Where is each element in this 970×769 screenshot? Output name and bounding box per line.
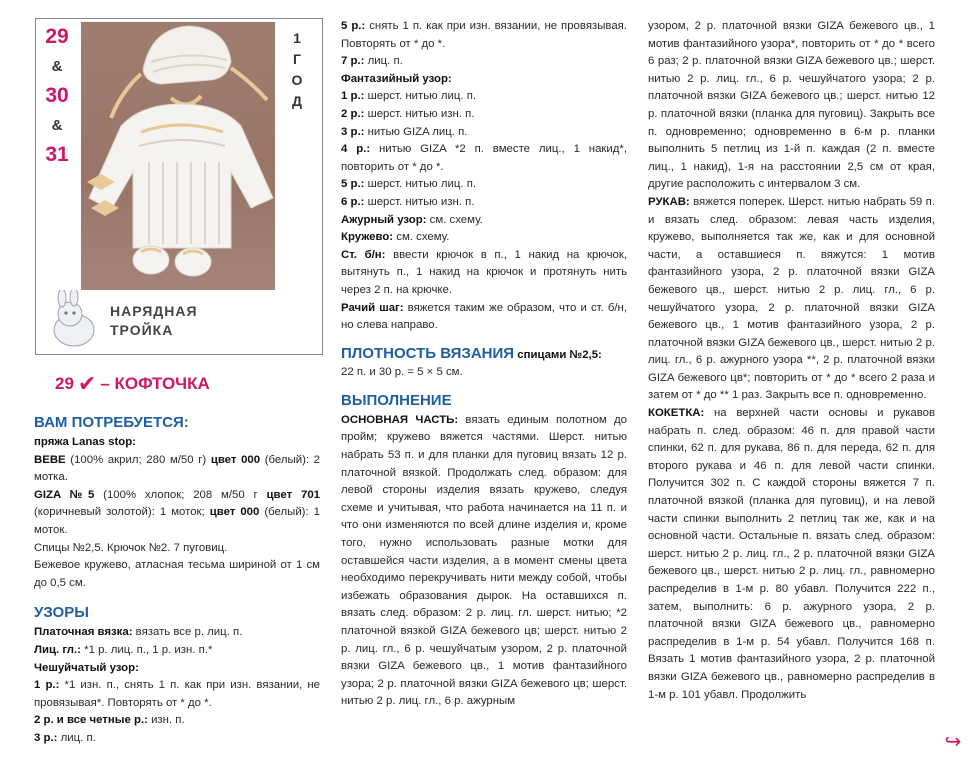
tools-line: Спицы №2,5. Крючок №2. 7 пуговиц. <box>34 541 228 554</box>
row-text: нитью GIZA *2 п. вместе лиц., 1 накид*, повторить от * до *. <box>341 143 627 173</box>
garter-stitch-line <box>34 624 320 642</box>
crab-stitch-text: вяжется таким же образом, что и ст. б/н, но слева направо. <box>341 301 627 332</box>
scale-row-3 <box>34 730 320 748</box>
age-char: Д <box>292 93 302 109</box>
fancy-row-5 <box>341 176 627 194</box>
yarn-label-line <box>34 434 320 452</box>
scale-row-even <box>34 712 320 730</box>
main-part-paragraph <box>341 412 627 711</box>
giza-spec: (100% хлопок; 208 м/50 г <box>94 488 267 501</box>
giza-color-2: цвет 000 <box>209 506 260 519</box>
bebe-spec: (100% акрил; 280 м/50 г) <box>65 453 211 466</box>
giza-amount-1: (коричневый золотой): 1 моток; <box>34 506 210 519</box>
materials-column <box>34 414 320 748</box>
age-char: О <box>291 72 303 88</box>
fancy-row-6 <box>341 194 627 212</box>
garter-text: вязать все р. лиц. п. <box>132 626 243 639</box>
main-part-text: вязать единым полотном до пройм; кружево вяжется частями. Шерст. нитью набрать 53 п. и для планки для пуговиц вязать 12 р. платочной вязкой. Продолжать след. образом: для левой стороны изделия вязать кружево, следуя схеме и учитывая, что работа начинается на 11 п. и что они изменяются по всей длине изделия и, кроме того, нужно использовать разные мотки для оставшейся части изделия, а в момент смены цвета необходимо перекручивать нити между собой, чтобы избежать образования дырок. На оставшихся п. вязать след. образом: 2 р. лиц. гл. шерст. нитью; *2 платочной вязкой GIZA бежевого цв; шерст. нитью 2 р. лиц. гл., 6 р. чешуйчатым узором, 2 р. платочной вязки GIZA бежевого цв., 1 мотив фантазийного узора; 2 р. платочной вязки GIZA бежевого цв; шерст. нитью 2 р. лиц. гл., 6 р. ажурным <box>341 413 627 708</box>
lace-label: Кружево: <box>341 231 394 244</box>
pattern-number: 29 <box>55 374 74 393</box>
bunny-logo-icon <box>44 290 102 350</box>
issue-number: 31 <box>45 143 69 166</box>
row-text: шерст. нитью лиц. п. <box>364 178 477 191</box>
row-text: лиц. п. <box>364 55 403 68</box>
row-label: 2 р.: <box>341 107 365 120</box>
row-label: 4 р.: <box>341 143 371 156</box>
issue-number: 29 <box>45 25 69 48</box>
row-text: изн. п. <box>147 714 185 727</box>
crab-stitch-line <box>341 300 627 335</box>
gauge-needles: спицами №2,5: <box>514 348 602 361</box>
main-part-label: ОСНОВНАЯ ЧАСТЬ: <box>341 413 459 426</box>
stockinette-label: Лиц. гл.: <box>34 643 81 656</box>
giza-color-1: цвет 701 <box>266 488 321 501</box>
openwork-label: Ажурный узор: <box>341 213 427 226</box>
work-heading: ВЫПОЛНЕНИЕ <box>341 391 452 409</box>
lace-line <box>341 229 627 247</box>
instructions-column-2 <box>341 18 627 711</box>
row-text: снять 1 п. как при изн. вязании, не провязывая. Повторять от * до *. <box>341 20 627 50</box>
row-text: нитью GIZA лиц. п. <box>364 125 468 138</box>
row-text: лиц. п. <box>57 731 96 744</box>
issue-number: 30 <box>45 84 69 107</box>
single-crochet-label: Ст. б/н: <box>341 248 386 261</box>
single-crochet-text: ввести крючок в п., 1 накид на крючок, вытянуть п., 1 накид на крючок и протянуть нить через 2 п. на крючке. <box>341 248 628 296</box>
knitted-set-illustration <box>81 22 275 290</box>
openwork-text: см. схему. <box>426 213 483 226</box>
set-caption-line: НАРЯДНАЯ <box>110 303 198 319</box>
sleeve-text: вяжется поперек. Шерст. нитью набрать 59 п. и вязать след. образом: левая часть изделия, кружево, выполняется так же, как и для основной части, а оставшиеся п. вяжутся: 1 мотив фантазийного узора, 2 р. платочной вязки GIZA бежевого цв., шерст. нитью 2 р. лиц. гл., 6 р. чешуйчатого узора, 2 р. платочной вязки GIZA бежевого цв., 1 мотив фантазийного узора, 2 р. платочной вязки GIZA бежевого цв., шерст. нитью 2 р. лиц. гл., 6 р. ажурного узора **, 2 р. платочной вязки GIZA бежевого цв*; повторить от * до * всего 2 раза и затем от * до ** 1 раз. Закрыть все п. одновременно. <box>648 195 935 402</box>
bebe-amount: (белый): 2 мотка. <box>34 453 320 484</box>
garter-label: Платочная вязка: <box>34 626 133 639</box>
age-char: 1 <box>293 30 301 46</box>
fancy-row-1 <box>341 88 627 106</box>
age-char: Г <box>293 51 301 67</box>
fancy-row-2 <box>341 106 627 124</box>
fancy-row-3 <box>341 124 627 142</box>
row-text: шерст. нитью лиц. п. <box>364 90 477 103</box>
yoke-label: КОКЕТКА: <box>648 407 705 420</box>
row-label: 1 р.: <box>341 90 365 103</box>
issue-numbers <box>42 25 72 167</box>
product-photo <box>81 22 275 290</box>
scale-row-1 <box>34 677 320 712</box>
bebe-color: цвет 000 <box>210 453 261 466</box>
row-text: шерст. нитью изн. п. <box>364 107 475 120</box>
set-caption <box>110 302 260 340</box>
row-label: 1 р.: <box>34 679 60 692</box>
yoke-paragraph <box>648 405 935 704</box>
scale-row-5 <box>341 18 627 53</box>
gauge-text: 22 п. и 30 р. = 5 × 5 см. <box>341 366 463 379</box>
bebe-name: BEBE <box>34 453 66 466</box>
scale-row-7 <box>341 53 627 71</box>
yoke-text: на верхней части основы и рукавов набрать п. след. образом: 46 п. для правой части спинки, 62 п. для рукава, 86 п. для переда, 62 п. для второго рукава и 46 п. для левой части спинки. Получится 302 п. С каждой стороны вяжется 7 п. платочной вязкой (планка для пуговиц), и на левой части спинки выполнить 2 петлиц так же, как и на основной части. Остальные п. вязать след. образом: шерст. нитью 2 р. лиц. гл., 2 р. платочной вязки GIZA бежевого цв., шерст. нитью 2 р. лиц. гл., равномерно распределив в 1-м р. 80 убавл. Получится 222 п., затем, выполнить: 6 р. ажурного узора, 2 р. платочной вязки GIZA бежевого цв., равномерно распределив в 1-м р. 54 убавл. Получится 168 п. Вязать 1 мотив фантазийного узора, 2 р. платочной вязки GIZA бежевого цв., равномерно распределив в 1-м р. 101 убавл. Продолжить <box>648 407 935 701</box>
scale-pattern-label-line <box>34 660 320 678</box>
patterns-heading: УЗОРЫ <box>34 604 89 622</box>
fancy-row-4 <box>341 141 627 176</box>
single-crochet-line <box>341 247 627 300</box>
giza-name: GIZA №5 <box>34 488 95 501</box>
instructions-column-3 <box>648 18 935 704</box>
row-text: шерст. нитью изн. п. <box>364 195 475 208</box>
set-caption-line: ТРОЙКА <box>110 322 174 338</box>
bebe-yarn-line <box>34 452 320 487</box>
age-label <box>287 28 307 112</box>
openwork-line <box>341 212 627 230</box>
sleeve-label: РУКАВ: <box>648 195 690 208</box>
row-text: *1 изн. п., снять 1 п. как при изн. вязании, не провязывая*. Повторять от * до *. <box>34 679 320 709</box>
scale-pattern-label: Чешуйчатый узор: <box>34 661 139 674</box>
pattern-name: – КОФТОЧКА <box>100 374 210 393</box>
row-label: 7 р.: <box>341 55 365 68</box>
fancy-pattern-label: Фантазийный узор: <box>341 72 452 85</box>
sleeve-paragraph <box>648 194 935 405</box>
row-label: 3 р.: <box>34 731 58 744</box>
row-label: 5 р.: <box>341 20 366 32</box>
row-label: 3 р.: <box>341 125 365 138</box>
checkmark-icon: ✔ <box>77 371 97 396</box>
pattern-title <box>55 371 210 397</box>
issue-ampersand: & <box>51 117 63 134</box>
yarn-label: пряжа Lanas stop: <box>34 436 136 448</box>
crab-stitch-label: Рачий шаг: <box>341 301 404 314</box>
fancy-pattern-label-line <box>341 71 627 89</box>
giza-yarn-line <box>34 487 320 540</box>
issue-ampersand: & <box>51 58 63 75</box>
giza-amount-2: (белый): 1 моток. <box>34 506 320 536</box>
main-part-continued: узором, 2 р. платочной вязки GIZA бежевого цв., 1 мотив фантазийного узора*, повторить от * до * всего 6 раз; 2 р. платочной вязки GIZA бежевого цв.; шерст. нитью 2 р. лиц. гл., 6 р. чешуйчатого узора; 2 р. платочной вязки GIZA бежевого цв.; шерст. нитью 12 р. платочной вязки (планка для пуговиц). Закрыть все п. одновременно; одновременно в 6-м р. планки выполнить 5 петлиц из 1-й п. каждая (2 п. вместе лиц., 1 накид), 1-я на расстоянии 2,5 см от края, другие расположить с интервалом 3 см. <box>648 20 935 191</box>
row-label: 5 р.: <box>341 178 365 191</box>
row-label: 6 р.: <box>341 195 365 208</box>
row-label: 2 р. и все четные р.: <box>34 714 148 727</box>
lace-text: см. схему. <box>393 231 450 244</box>
stockinette-line <box>34 642 320 660</box>
stockinette-text: *1 р. лиц. п., 1 р. изн. п.* <box>80 643 213 656</box>
materials-heading: ВАМ ПОТРЕБУЕТСЯ: <box>34 414 189 431</box>
gauge-heading: ПЛОТНОСТЬ ВЯЗАНИЯ <box>341 344 515 362</box>
continue-arrow-icon: ↪ <box>944 731 962 753</box>
extra-materials-line: Бежевое кружево, атласная тесьма шириной от 1 см до 0,5 см. <box>34 559 320 589</box>
gauge-line <box>341 345 627 365</box>
